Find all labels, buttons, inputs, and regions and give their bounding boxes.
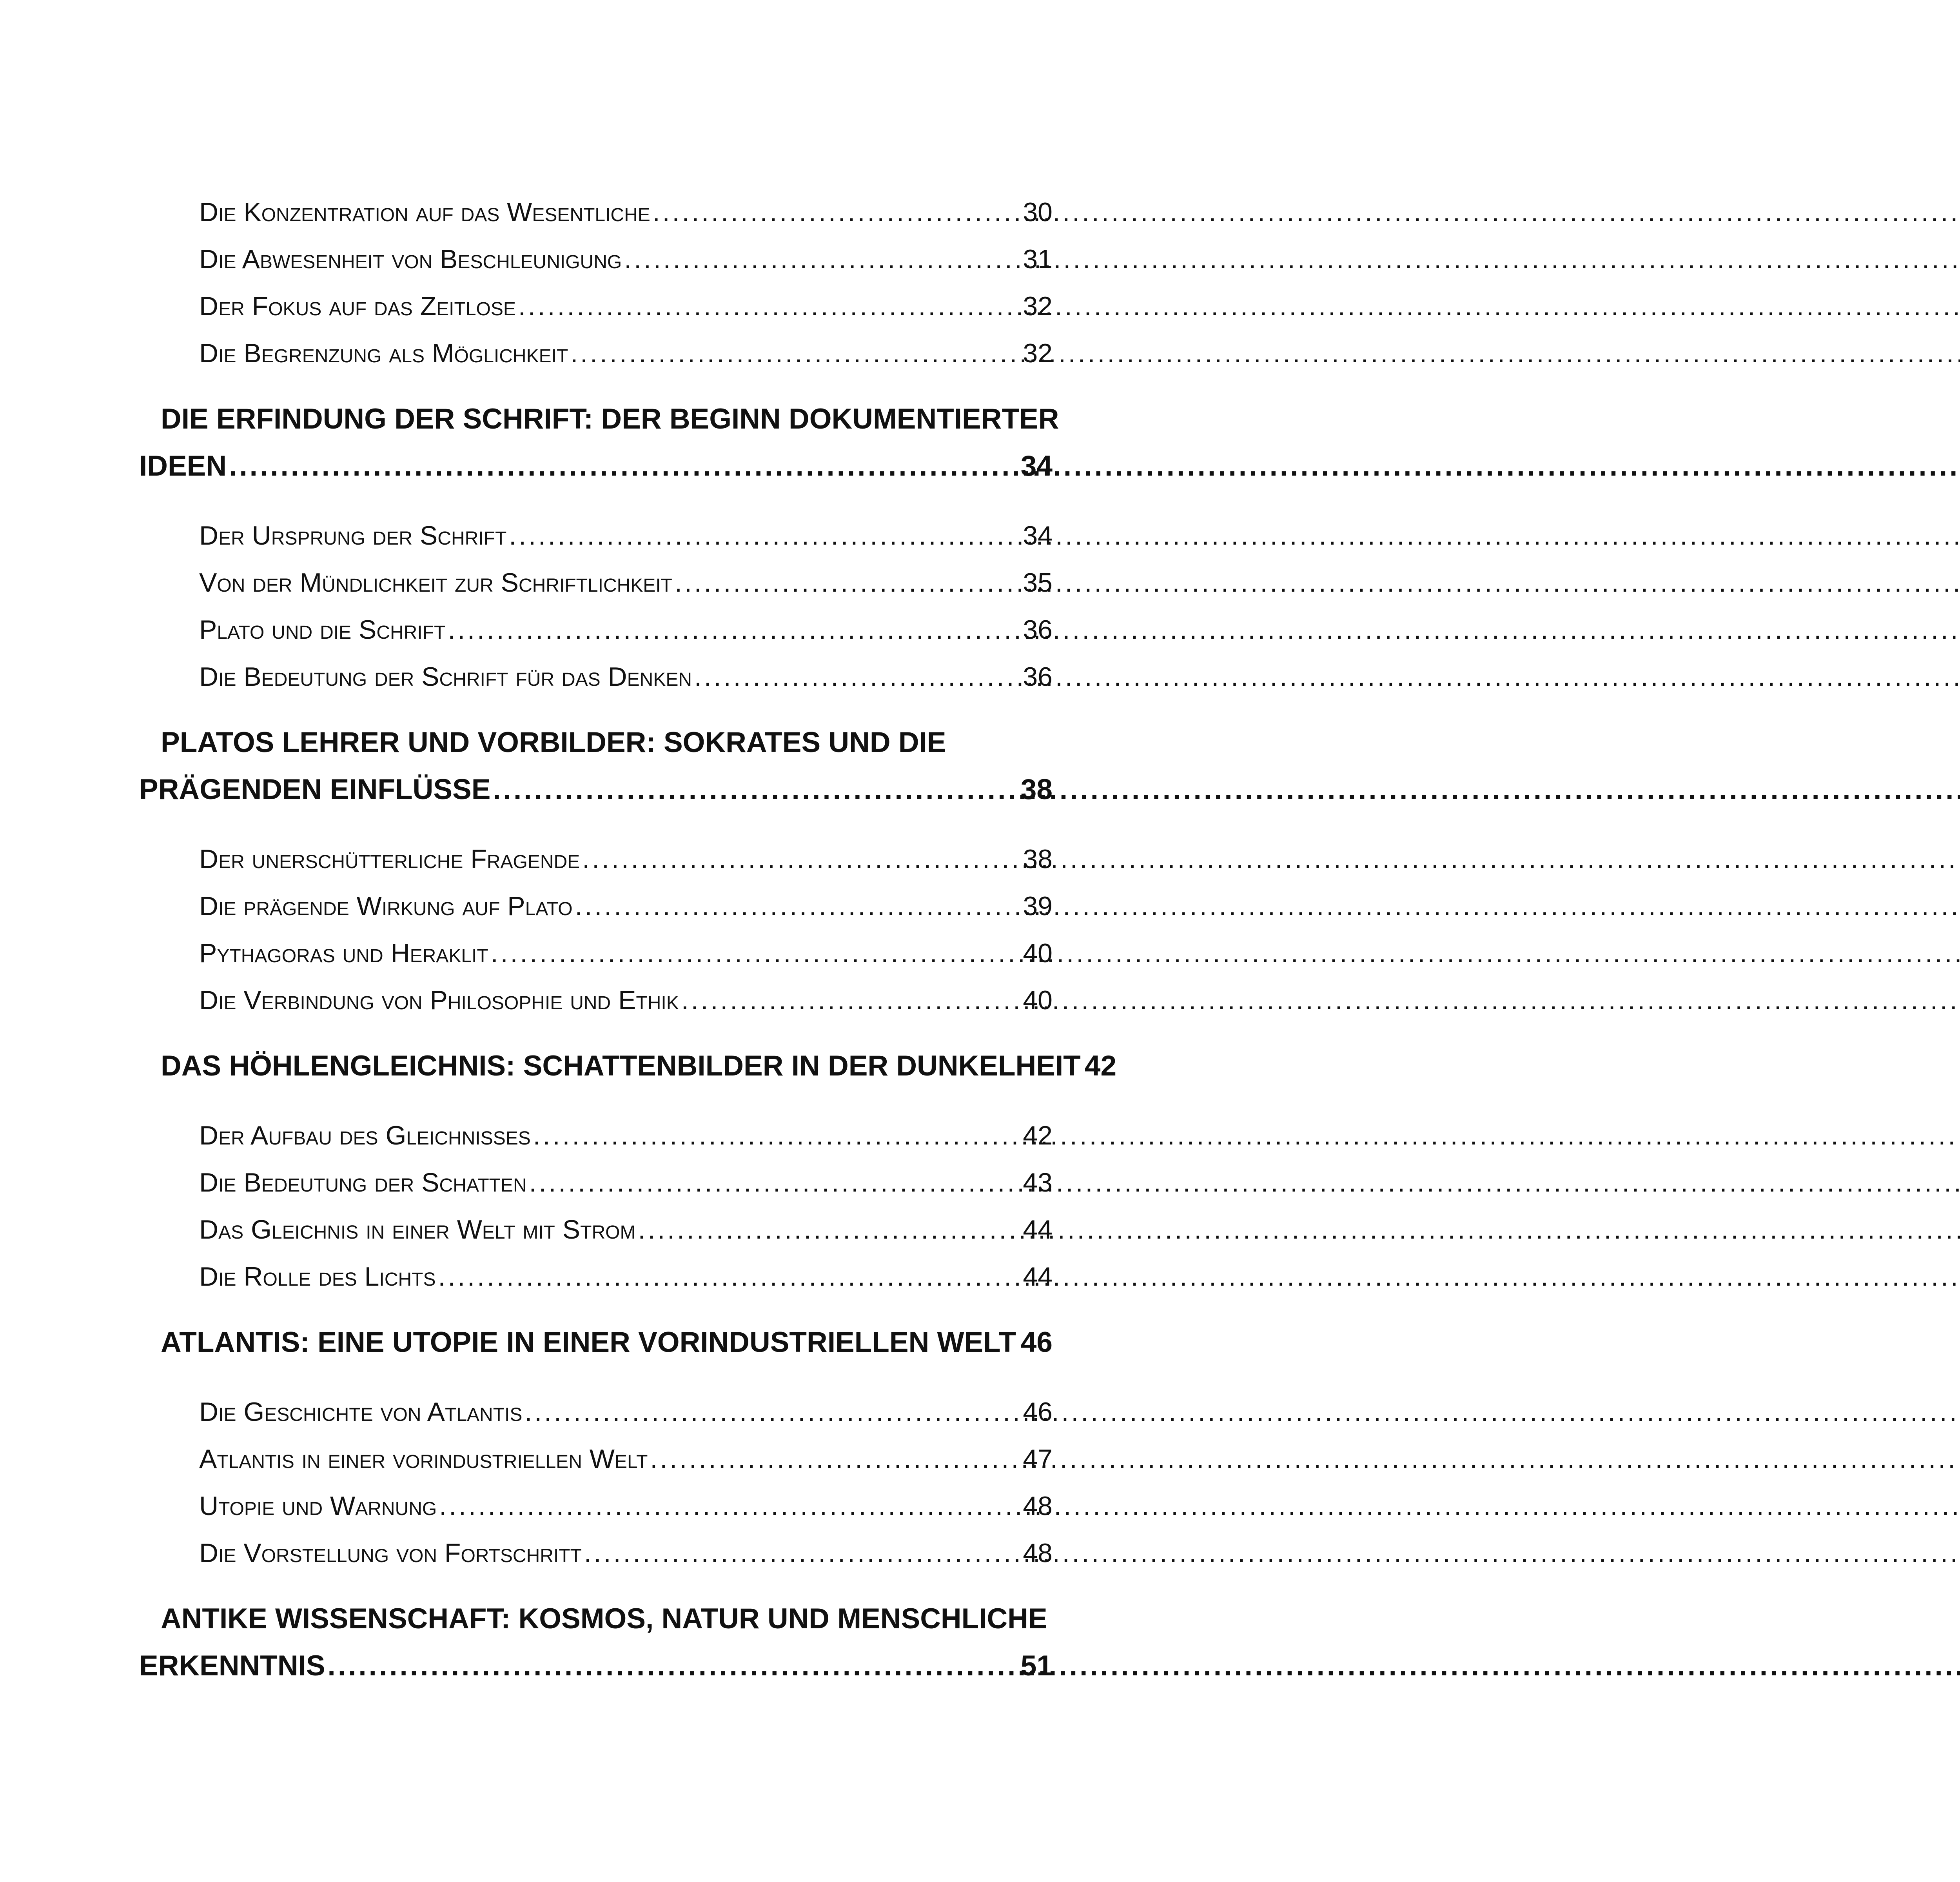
toc-entry-title: Die prägende Wirkung auf Plato <box>199 891 573 921</box>
dot-leader <box>675 567 1021 598</box>
toc-chapter-entry[interactable] <box>161 1312 1053 1359</box>
toc-entry[interactable] <box>199 1427 1053 1474</box>
toc-page-number: 36 <box>1023 662 1053 692</box>
toc-entry-title: Der unerschütterliche Fragende <box>199 844 580 874</box>
toc-entry-title: Die Verbindung von Philosophie und Ethik <box>199 985 679 1015</box>
toc-page-number: 44 <box>1023 1262 1053 1292</box>
toc-entry[interactable] <box>199 1245 1053 1292</box>
toc-page-number: 38 <box>1020 774 1053 805</box>
toc-entry[interactable] <box>199 180 1053 227</box>
dot-leader <box>570 338 1021 369</box>
toc-entry-title: Atlantis in einer vorindustriellen Welt <box>199 1444 648 1474</box>
dot-leader <box>575 891 1022 921</box>
toc-entry-title: Der Fokus auf das Zeitlose <box>199 291 516 321</box>
toc-chapter-entry[interactable] <box>139 435 1053 482</box>
toc-page-number: 40 <box>1023 985 1053 1015</box>
toc-page-number: 32 <box>1023 291 1053 321</box>
chapter-title: ERKENNTNIS <box>139 1650 325 1682</box>
dot-leader <box>694 661 1021 692</box>
toc-entry[interactable] <box>199 1151 1053 1198</box>
toc-page-number: 40 <box>1023 938 1053 968</box>
toc-page-number: 34 <box>1023 521 1053 550</box>
toc-entry-title: Die Abwesenheit von Beschleunigung <box>199 244 622 274</box>
toc-page-number: 42 <box>1023 1121 1053 1150</box>
toc-entry[interactable] <box>199 874 1053 921</box>
toc-entry[interactable] <box>199 598 1053 645</box>
toc-entry-title: Die Vorstellung von Fortschritt <box>199 1538 582 1568</box>
toc-entry-title: Die Konzentration auf das Wesentliche <box>199 197 650 227</box>
dot-leader <box>438 1261 1022 1292</box>
toc-chapter-entry[interactable] <box>161 1035 1117 1082</box>
chapter-title: PRÄGENDEN EINFLÜSSE <box>139 774 491 805</box>
toc-entry[interactable] <box>199 1104 1053 1151</box>
toc-entry-title: Die Begrenzung als Möglichkeit <box>199 338 568 368</box>
toc-entry[interactable] <box>199 1380 1053 1427</box>
dot-leader <box>509 520 1021 551</box>
toc-entry[interactable] <box>199 645 1053 692</box>
dot-leader <box>653 197 1022 227</box>
toc-entry[interactable] <box>199 322 1053 369</box>
toc-page-number: 47 <box>1023 1444 1053 1474</box>
dot-leader <box>681 985 1022 1015</box>
toc-page-number: 44 <box>1023 1215 1053 1244</box>
dot-leader <box>448 614 1021 645</box>
toc-entry[interactable] <box>199 1521 1053 1568</box>
dot-leader <box>624 244 1021 274</box>
toc-entry[interactable] <box>199 1474 1053 1521</box>
toc-entry-title: Die Bedeutung der Schrift für das Denken <box>199 662 692 692</box>
toc-page-number: 38 <box>1023 844 1053 874</box>
toc-entry[interactable] <box>199 827 1053 874</box>
toc-entry-title: Die Bedeutung der Schatten <box>199 1168 527 1197</box>
dot-leader <box>493 773 1019 806</box>
toc-entry[interactable] <box>199 504 1053 551</box>
dot-leader <box>524 1397 1021 1427</box>
chapter-title-line: PLATOS LEHRER UND VORBILDER: SOKRATES UND DIE <box>161 727 946 758</box>
dot-leader <box>491 938 1022 968</box>
toc-entry-title: Der Ursprung der Schrift <box>199 521 507 550</box>
toc-page-number: 48 <box>1023 1538 1053 1568</box>
toc-entry[interactable] <box>199 1198 1053 1245</box>
toc-page-number: 39 <box>1023 891 1053 921</box>
toc-page-number: 48 <box>1023 1491 1053 1521</box>
dot-leader <box>439 1491 1021 1521</box>
dot-leader <box>328 1649 1019 1682</box>
toc-entry[interactable] <box>199 921 1053 968</box>
dot-leader <box>638 1214 1021 1245</box>
toc-entry[interactable] <box>199 551 1053 598</box>
dot-leader <box>518 291 1021 322</box>
chapter-title: IDEEN <box>139 450 227 482</box>
toc-entry-title: Von der Mündlichkeit zur Schriftlichkeit <box>199 568 672 598</box>
toc-page-number: 32 <box>1023 338 1053 368</box>
toc-page-number: 35 <box>1023 568 1053 598</box>
toc-page-number: 30 <box>1023 197 1053 227</box>
chapter-title: DAS HÖHLENGLEICHNIS: SCHATTENBILDER IN DER DUNKELHEIT <box>161 1050 1081 1082</box>
toc-entry-title: Die Geschichte von Atlantis <box>199 1397 523 1427</box>
toc-entry-title: Der Aufbau des Gleichnisses <box>199 1121 531 1150</box>
dot-leader <box>584 1538 1021 1568</box>
toc-entry[interactable] <box>199 968 1053 1015</box>
toc-page-number: 51 <box>1020 1650 1053 1682</box>
toc-page-number: 46 <box>1020 1326 1053 1358</box>
toc-entry-title: Plato und die Schrift <box>199 615 446 645</box>
toc-entry[interactable] <box>199 274 1053 322</box>
toc-page-number: 42 <box>1084 1050 1117 1082</box>
chapter-title: ATLANTIS: EINE UTOPIE IN EINER VORINDUSTRIELLEN WELT <box>161 1326 1016 1358</box>
toc-entry-title: Utopie und Warnung <box>199 1491 437 1521</box>
dot-leader <box>582 844 1021 874</box>
toc-entry-title: Die Rolle des Lichts <box>199 1262 436 1292</box>
dot-leader <box>229 450 1019 482</box>
toc-page-number: 46 <box>1023 1397 1053 1427</box>
toc-entry-title: Pythagoras und Heraklit <box>199 938 488 968</box>
toc-page-number: 34 <box>1020 450 1053 482</box>
toc-entry-title: Das Gleichnis in einer Welt mit Strom <box>199 1215 636 1244</box>
dot-leader <box>1018 1326 1019 1359</box>
toc-page-number: 31 <box>1023 244 1053 274</box>
dot-leader <box>650 1444 1021 1474</box>
chapter-title-line: DIE ERFINDUNG DER SCHRIFT: DER BEGINN DOKUMENTIERTER <box>161 403 1059 435</box>
toc-page-number: 43 <box>1023 1168 1053 1197</box>
chapter-title-line: ANTIKE WISSENSCHAFT: KOSMOS, NATUR UND MENSCHLICHE <box>161 1603 1047 1635</box>
toc-page-number: 36 <box>1023 615 1053 645</box>
dot-leader <box>533 1120 1022 1151</box>
dot-leader <box>529 1167 1022 1198</box>
toc-entry[interactable] <box>199 227 1053 274</box>
toc-chapter-entry[interactable] <box>139 1635 1053 1682</box>
toc-chapter-entry[interactable] <box>139 759 1053 806</box>
